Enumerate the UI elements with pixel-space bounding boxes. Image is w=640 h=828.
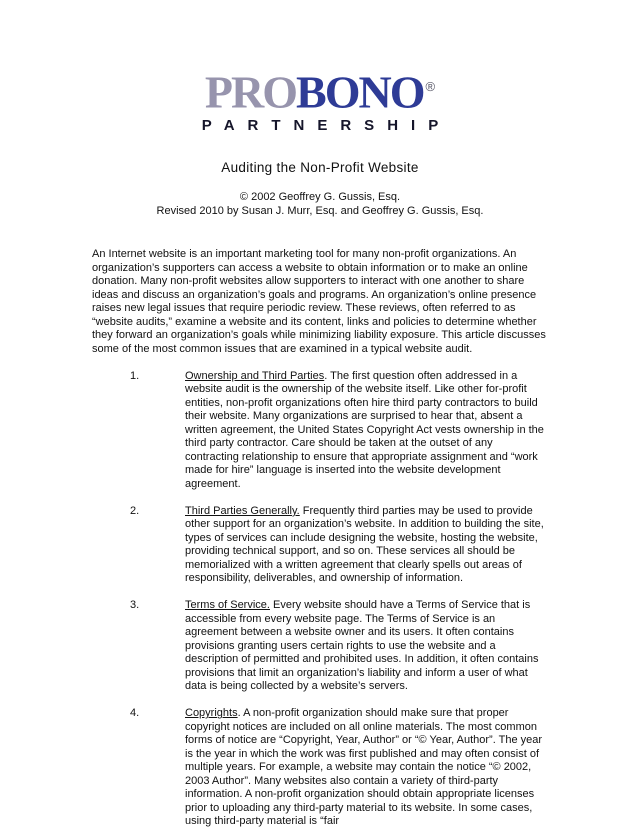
item-heading: Terms of Service.: [185, 599, 270, 612]
item-text: [185, 599, 548, 694]
item-heading: Third Parties Generally.: [185, 504, 300, 517]
item-body: Every website should have a Terms of Service that is accessible from every website page. The Terms of Service is an agreement between a website owner and its users. It often contains provisions granting users certain rights to use the website and a description of permitted and prohibited uses. In addition, it often contains provisions that limit an organization’s liability and inform a user of what data is being collected by a website’s servers.: [185, 599, 539, 693]
logo-partnership-text: PARTNERSHIP: [201, 117, 452, 135]
item-heading: Ownership and Third Parties: [185, 369, 325, 382]
logo-bono-text: BONO: [296, 66, 424, 118]
page-title: Auditing the Non-Profit Website: [221, 160, 419, 176]
logo-wordmark: [0, 64, 640, 118]
item-body: . The first question often addressed in a website audit is the ownership of the website itself. Like other for-profit entities, non-profit organizations often hire third party contractors to build their website. Many organizations are surprised to hear that, absent a written agreement, the United States Copyright Act vests ownership in the third party contractor. Care should be taken at the outset of any contracting relationship to ensure that appropriate assignment and “work made for hire” language is inserted into the website development agreement.: [185, 369, 544, 490]
document-body: [92, 248, 548, 828]
item-number: 1.: [130, 369, 140, 382]
byline: [0, 190, 640, 218]
revision-line: Revised 2010 by Susan J. Murr, Esq. and Geoffrey G. Gussis, Esq.: [156, 205, 484, 218]
item-body: . A non-profit organization should make sure that proper copyright notices are included on all online materials. The most common forms of notice are “Copyright, Year, Author” or “© Year, Author”. The year is the year in which the work was first published and may often consist of multiple years. For example, a website may contain the notice “© 2002, 2003 Author”. Many websites also contain a variety of third-party information. A non-profit organization should obtain appropriate licenses prior to uploading any third-party material to its website. In some cases, using third-party material is “fair: [185, 707, 543, 828]
logo-pro-text: PRO: [204, 66, 297, 118]
item-number: 2.: [130, 504, 140, 517]
item-heading: Copyrights: [185, 707, 238, 720]
list-item: [92, 505, 548, 586]
item-text: [185, 370, 548, 492]
item-number: 4.: [130, 707, 140, 720]
item-text: [185, 707, 548, 828]
item-number: 3.: [130, 599, 140, 612]
probono-partnership-logo: [0, 0, 640, 134]
intro-paragraph: An Internet website is an important marketing tool for many non-profit organizations. An organization’s supporters can access a website to obtain information or to make an online donation. Many non-profit websites allow supporters to interact with one another to share ideas and discuss an organization’s goals and programs. An organization’s online presence raises new legal issues that require periodic review. These reviews, often referred to as “website audits,” examine a website and its content, links and policies to determine whether they forward an organization’s goals while minimizing liability exposure. This article discusses some of the most common issues that are examined in a typical website audit.: [92, 248, 546, 355]
list-item: [92, 707, 548, 828]
item-body: Frequently third parties may be used to provide other support for an organization’s website. In addition to building the site, types of services can include designing the website, hosting the website, providing technical support, and so on. These services all should be memorialized with a written agreement that clearly spells out areas of responsibility, deliverables, and ownership of information.: [185, 504, 544, 585]
list-item: [92, 599, 548, 694]
item-text: [185, 505, 548, 586]
copyright-line: © 2002 Geoffrey G. Gussis, Esq.: [239, 191, 401, 204]
list-item: [92, 370, 548, 492]
registered-trademark-icon: ®: [425, 79, 436, 94]
